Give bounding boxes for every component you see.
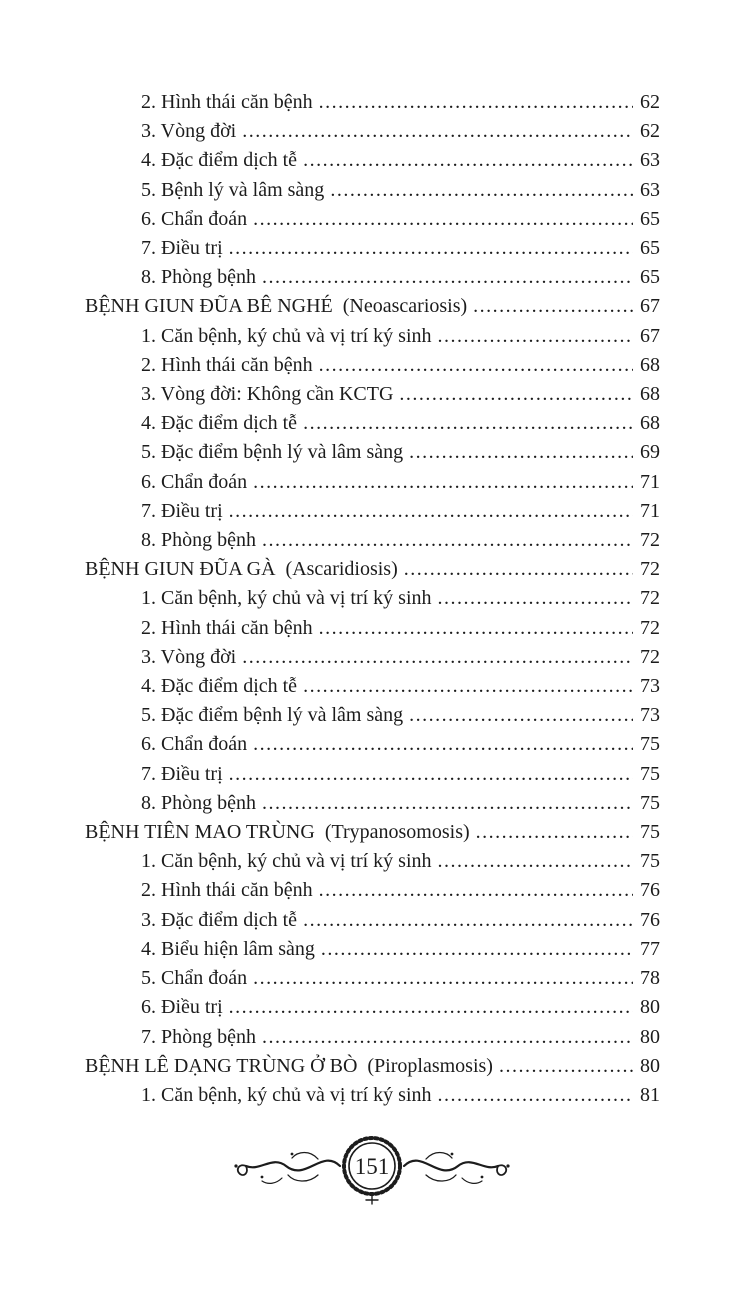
dot-leader <box>242 117 633 146</box>
dot-leader <box>473 292 633 321</box>
toc-entry <box>85 847 660 876</box>
toc-entry-page: 75 <box>640 733 660 756</box>
toc-entry-label: 6. Chẩn đoán <box>141 733 248 756</box>
toc-entry-label: 4. Đặc điểm dịch tễ <box>141 149 298 172</box>
toc-entry <box>85 993 660 1022</box>
toc-entry-label: 1. Căn bệnh, ký chủ và vị trí ký sinh <box>141 324 432 347</box>
toc-entry-label: 4. Đặc điểm dịch tễ <box>141 412 298 435</box>
toc-entry-page: 72 <box>640 616 660 639</box>
toc-entry-page: 67 <box>640 295 660 318</box>
dot-leader <box>229 993 633 1022</box>
dot-leader <box>438 1081 633 1110</box>
dot-leader <box>321 935 633 964</box>
toc-entry <box>85 730 660 759</box>
toc-entry-label: 2. Hình thái căn bệnh <box>141 91 313 113</box>
toc-entry-label: 5. Bệnh lý và lâm sàng <box>141 178 325 201</box>
dot-leader <box>303 146 633 175</box>
toc-entry-label: 7. Điều trị <box>141 237 223 260</box>
toc-entry-label: 5. Chẩn đoán <box>141 967 248 990</box>
toc-entry <box>85 1052 660 1081</box>
toc-entry-label: 8. Phòng bệnh <box>141 791 256 814</box>
toc-entry-label: 3. Vòng đời <box>141 645 237 668</box>
table-of-contents <box>85 88 660 1110</box>
toc-entry-label: 2. Hình thái căn bệnh <box>141 353 313 376</box>
toc-entry-label: 3. Đặc điểm dịch tễ <box>141 908 298 931</box>
toc-entry-page: 73 <box>640 704 660 727</box>
toc-entry-page: 80 <box>640 1025 660 1048</box>
toc-entry <box>85 380 660 409</box>
dot-leader <box>319 876 633 905</box>
toc-entry-page: 75 <box>640 762 660 785</box>
toc-entry <box>85 643 660 672</box>
dot-leader <box>438 847 633 876</box>
toc-entry-label: BỆNH TIÊN MAO TRÙNG (Trypanosomosis) <box>85 821 470 844</box>
dot-leader <box>319 88 633 117</box>
dot-leader <box>399 380 633 409</box>
dot-leader <box>409 701 633 730</box>
toc-entry-page: 65 <box>640 266 660 289</box>
footer-ornament <box>222 1126 522 1210</box>
dot-leader <box>319 614 633 643</box>
toc-entry-page: 71 <box>640 470 660 493</box>
toc-entry <box>85 1081 660 1110</box>
toc-entry-label: 5. Đặc điểm bệnh lý và lâm sàng <box>141 441 404 464</box>
toc-entry <box>85 409 660 438</box>
toc-entry <box>85 876 660 905</box>
toc-entry-page: 76 <box>640 908 660 931</box>
toc-entry <box>85 526 660 555</box>
page-number: 151 <box>354 1154 390 1179</box>
toc-entry-page: 81 <box>640 1083 660 1106</box>
toc-entry-label: BỆNH GIUN ĐŨA GÀ (Ascaridiosis) <box>85 558 398 581</box>
dot-leader <box>253 964 633 993</box>
toc-entry-label: BỆNH LÊ DẠNG TRÙNG Ở BÒ (Piroplasmosis) <box>85 1054 493 1077</box>
dot-leader <box>303 409 633 438</box>
toc-entry <box>85 935 660 964</box>
toc-entry-label: 6. Chẩn đoán <box>141 207 248 230</box>
toc-entry <box>85 117 660 146</box>
toc-entry <box>85 584 660 613</box>
toc-entry <box>85 176 660 205</box>
dot-leader <box>409 438 633 467</box>
toc-entry-page: 80 <box>640 996 660 1019</box>
toc-entry-page: 63 <box>640 149 660 172</box>
toc-entry-page: 72 <box>640 645 660 668</box>
toc-entry-page: 73 <box>640 675 660 698</box>
toc-entry <box>85 906 660 935</box>
dot-leader <box>229 760 633 789</box>
dot-leader <box>319 351 633 380</box>
toc-entry-page: 75 <box>640 821 660 844</box>
toc-entry-page: 62 <box>640 91 660 113</box>
toc-entry-page: 72 <box>640 529 660 552</box>
toc-entry-page: 75 <box>640 791 660 814</box>
toc-entry <box>85 234 660 263</box>
toc-entry-label: 7. Điều trị <box>141 499 223 522</box>
dot-leader <box>476 818 633 847</box>
toc-entry-label: 3. Vòng đời: Không cần KCTG <box>141 383 394 406</box>
toc-entry <box>85 146 660 175</box>
dot-leader <box>253 205 633 234</box>
toc-entry-page: 68 <box>640 383 660 406</box>
toc-entry <box>85 1023 660 1052</box>
toc-entry-page: 75 <box>640 850 660 873</box>
toc-entry <box>85 701 660 730</box>
toc-entry <box>85 614 660 643</box>
dot-leader <box>262 789 633 818</box>
toc-entry-label: 1. Căn bệnh, ký chủ và vị trí ký sinh <box>141 850 432 873</box>
dot-leader <box>438 322 633 351</box>
dot-leader <box>229 234 633 263</box>
toc-entry-label: 4. Đặc điểm dịch tễ <box>141 675 298 698</box>
toc-entry <box>85 322 660 351</box>
toc-entry-label: 1. Căn bệnh, ký chủ và vị trí ký sinh <box>141 587 432 610</box>
toc-entry-page: 71 <box>640 499 660 522</box>
toc-entry-label: 2. Hình thái căn bệnh <box>141 879 313 902</box>
toc-entry-page: 78 <box>640 967 660 990</box>
toc-entry-label: 7. Điều trị <box>141 762 223 785</box>
flourish-right <box>404 1153 510 1184</box>
dot-leader <box>303 906 633 935</box>
toc-entry <box>85 760 660 789</box>
toc-entry-label: 6. Chẩn đoán <box>141 470 248 493</box>
toc-entry-page: 68 <box>640 353 660 376</box>
toc-entry <box>85 263 660 292</box>
toc-entry <box>85 497 660 526</box>
toc-entry <box>85 818 660 847</box>
toc-entry-page: 72 <box>640 558 660 581</box>
toc-entry-label: 5. Đặc điểm bệnh lý và lâm sàng <box>141 704 404 727</box>
toc-entry-page: 67 <box>640 324 660 347</box>
toc-entry-page: 68 <box>640 412 660 435</box>
dot-leader <box>229 497 633 526</box>
toc-entry <box>85 964 660 993</box>
toc-entry-page: 76 <box>640 879 660 902</box>
toc-entry-page: 65 <box>640 237 660 260</box>
toc-entry-label: BỆNH GIUN ĐŨA BÊ NGHÉ (Neoascariosis) <box>85 295 468 318</box>
toc-entry-page: 69 <box>640 441 660 464</box>
dot-leader <box>262 526 633 555</box>
toc-entry-label: 2. Hình thái căn bệnh <box>141 616 313 639</box>
toc-entry-page: 63 <box>640 178 660 201</box>
dot-leader <box>404 555 633 584</box>
toc-entry <box>85 555 660 584</box>
dot-leader <box>253 730 633 759</box>
toc-entry-page: 77 <box>640 937 660 960</box>
dot-leader <box>242 643 633 672</box>
dot-leader <box>438 584 633 613</box>
dot-leader <box>262 263 633 292</box>
toc-entry-label: 3. Vòng đời <box>141 120 237 143</box>
toc-entry <box>85 438 660 467</box>
toc-entry <box>85 672 660 701</box>
toc-entry <box>85 205 660 234</box>
toc-entry-page: 65 <box>640 207 660 230</box>
dot-leader <box>262 1023 633 1052</box>
toc-entry-page: 80 <box>640 1054 660 1077</box>
toc-entry-page: 72 <box>640 587 660 610</box>
toc-entry-page: 62 <box>640 120 660 143</box>
toc-entry <box>85 468 660 497</box>
dot-leader <box>253 468 633 497</box>
toc-entry-label: 8. Phòng bệnh <box>141 529 256 552</box>
toc-entry <box>85 88 660 117</box>
toc-entry-label: 7. Phòng bệnh <box>141 1025 256 1048</box>
dot-leader <box>303 672 633 701</box>
toc-entry-label: 1. Căn bệnh, ký chủ và vị trí ký sinh <box>141 1083 432 1106</box>
flourish-left <box>234 1153 340 1184</box>
dot-leader <box>499 1052 633 1081</box>
toc-entry-label: 4. Biểu hiện lâm sàng <box>141 937 315 960</box>
toc-entry-label: 6. Điều trị <box>141 996 223 1019</box>
toc-entry-label: 8. Phòng bệnh <box>141 266 256 289</box>
dot-leader <box>330 176 633 205</box>
toc-entry <box>85 292 660 321</box>
toc-entry <box>85 351 660 380</box>
toc-entry <box>85 789 660 818</box>
